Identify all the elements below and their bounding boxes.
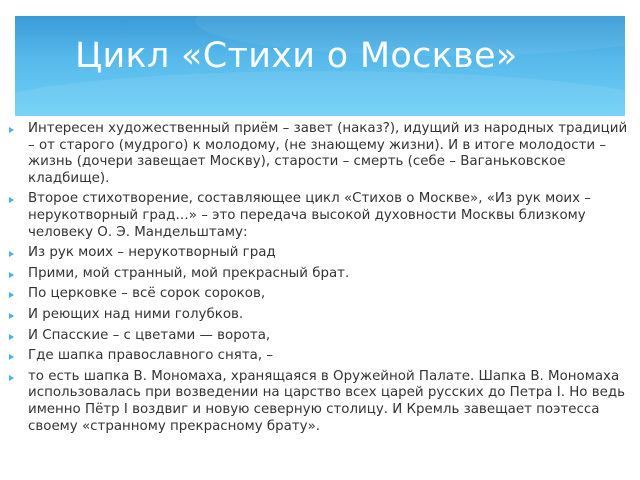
bullet-arrow-icon xyxy=(9,127,14,133)
bullet-item-6 xyxy=(8,307,632,324)
bullet-text: Интересен художественный приём – завет (наказ?), идущий из народных традиций – от старого (мудрого) к молодому, (не знающему жизни). И в итоге молодости – жизнь (дочери завещает Москву), старости – смерть (себе – Ваганьковское кладбище). xyxy=(28,121,628,186)
bullet-arrow-icon xyxy=(9,375,14,381)
bullet-arrow-icon xyxy=(9,354,14,360)
bullet-text: Второе стихотворение, составляющее цикл «Стихов о Москве», «Из рук моих – нерукотворный град…» – это передача высокой духовности Москвы близкому человеку О. Э. Мандельштаму: xyxy=(28,191,591,240)
bullet-text: И Спасские – с цветами — ворота, xyxy=(28,327,271,343)
bullet-item-7 xyxy=(8,328,632,345)
bullet-text: Где шапка православного снята, – xyxy=(28,348,274,364)
bullet-item-8 xyxy=(8,348,632,365)
bullet-item-5 xyxy=(8,286,632,303)
bullet-arrow-icon xyxy=(9,197,14,203)
bullet-arrow-icon xyxy=(9,292,14,298)
bullet-item-3 xyxy=(8,245,632,262)
bullet-item-1 xyxy=(8,121,632,187)
bullet-item-9 xyxy=(8,369,632,435)
bullet-arrow-icon xyxy=(9,272,14,278)
bullet-list xyxy=(8,121,632,439)
bullet-text: И реющих над ними голубков. xyxy=(28,306,244,322)
bullet-arrow-icon xyxy=(9,334,14,340)
bullet-item-4 xyxy=(8,266,632,283)
bullet-item-2 xyxy=(8,191,632,241)
slide-title: Цикл «Стихи о Москве» xyxy=(75,36,518,76)
title-band xyxy=(15,16,625,116)
bullet-text: Прими, мой странный, мой прекрасный брат. xyxy=(28,265,350,281)
bullet-text: По церковке – всё сорок сороков, xyxy=(28,286,266,302)
bullet-text: то есть шапка В. Мономаха, хранящаяся в Оружейной Палате. Шапка В. Мономаха использовалась при возведении на царство всех царей русских до Петра I. Но ведь именно Пётр I воздвиг и новую северную столицу. И Кремль завещает поэтесса своему «странному прекрасному брату». xyxy=(28,368,626,434)
bullet-arrow-icon xyxy=(9,251,14,257)
bullet-arrow-icon xyxy=(9,313,14,319)
bullet-text: Из рук моих – нерукотворный град xyxy=(28,245,276,261)
